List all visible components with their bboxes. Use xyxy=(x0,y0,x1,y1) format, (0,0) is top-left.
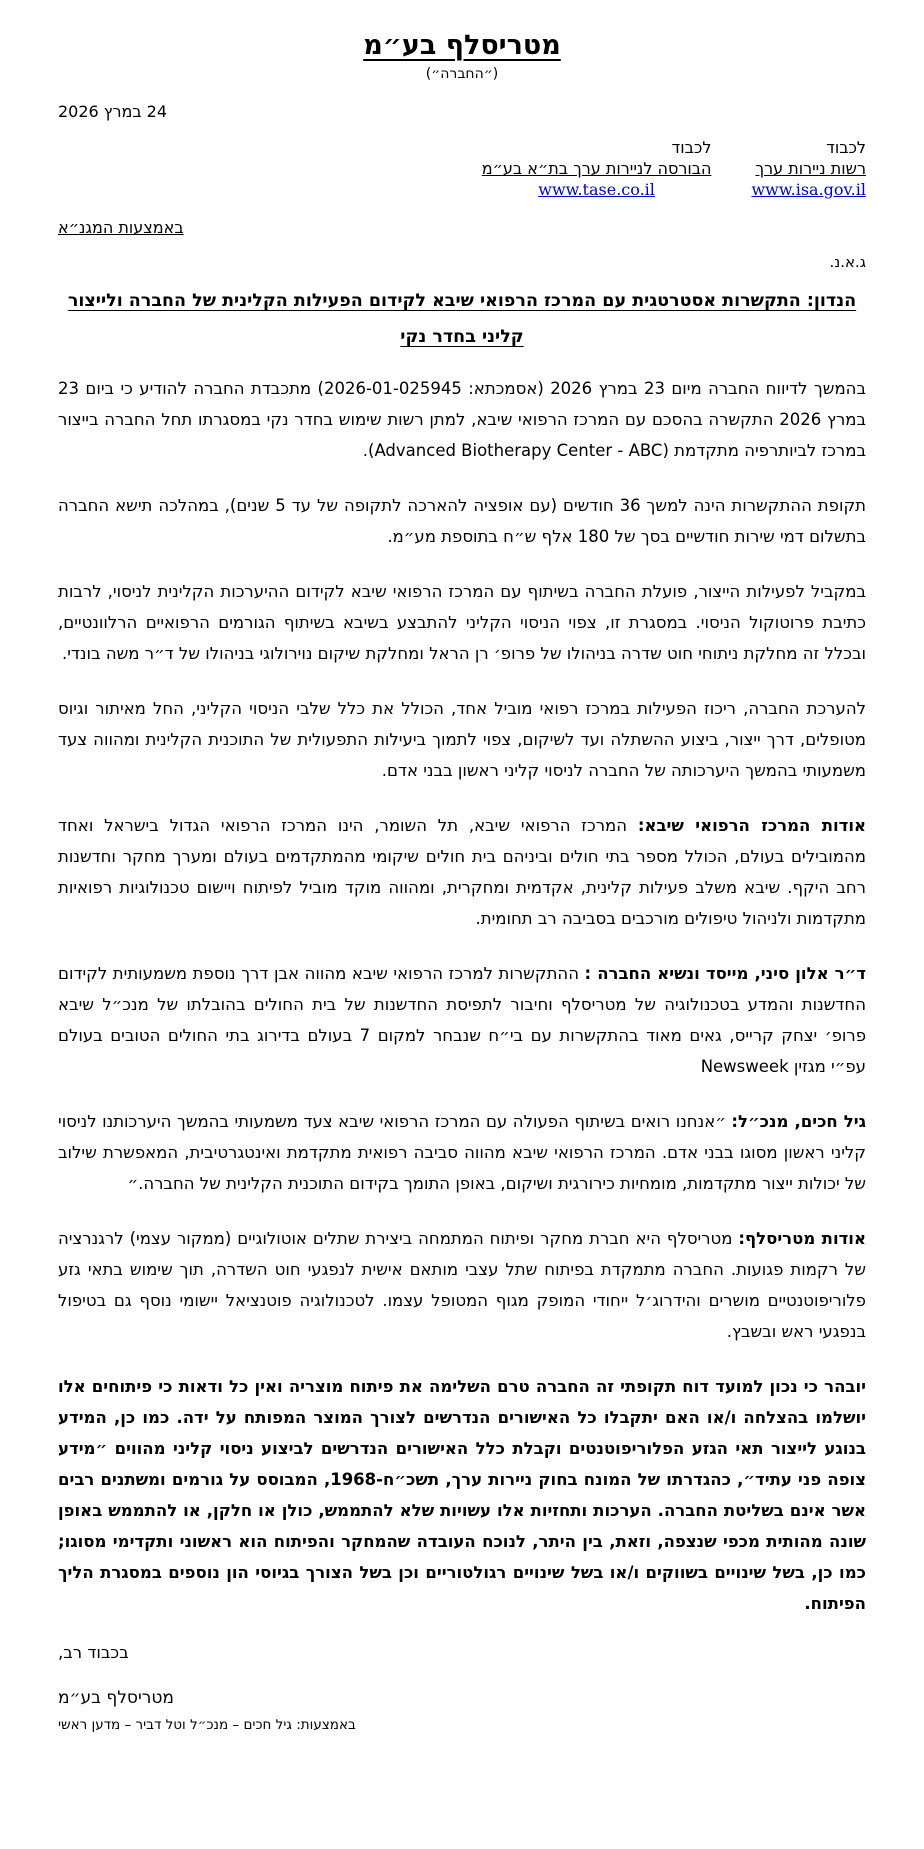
company-subtitle: (״החברה״) xyxy=(425,66,499,82)
recipient-tase xyxy=(482,137,712,200)
paragraph-clinical-preparation: במקביל לפעילות הייצור, פועלת החברה בשיתוף עם המרכז הרפואי שיבא לקידום ההיערכות הקלינית לניסוי, לרבות כתיבת פרוטוקול הניסוי. במסגרת זו, צפוי הניסוי הקליני להתבצע בשיבא בשיתוף הגורמים הרפואיים הרלוונטיים, ובכלל זה מחלקת ניתוחי חוט שדרה בניהולו של פרופ׳ רן הראל ומחלקת שיקום נוירולוגי בניהולו של ד״ר משה בונדי. xyxy=(58,582,866,663)
recipient-isa xyxy=(751,137,866,200)
recipient-name: רשות ניירות ערך xyxy=(755,159,866,178)
paragraph-ceo-quote xyxy=(58,1106,866,1199)
paragraph-forward-looking-disclaimer: יובהר כי נכון למועד דוח תקופתי זה החברה טרם השלימה את פיתוח מוצריה ואין כל ודאות כי פיתוחים אלו יושלמו בהצלחה ו/או האם יתקבלו כל האישורים הנדרשים לצורך המוצר המפותח על ידה. כמו כן, המידע בנוגע לייצור תאי הגזע הפלוריפוטנטים וקבלת כלל האישורים הנדרשים לביצוע ניסוי קליני מהווים ״מידע צופה פני עתיד״, כהגדרתו של המונח בחוק ניירות ערך, תשכ״ח-1968, המבוסס על גורמים ומשתנים רבים אשר אינם בשליטת החברה. הערכות ותחזיות אלו עשויות שלא להתממש, כולן או חלקן, או להתממש באופן שונה מהותית מכפי שנצפה, וזאת, בין היתר, לנוכח העובדה שהמחקר והפיתוח הוא ראשוני ותקדימי מסוגו; כמו כן, בשל שינויים בשווקים ו/או בשל שינויים רגולטוריים וכן בשל הצורך בגיוסי הון נוספים במסגרת הליך הפיתוח. xyxy=(58,1377,866,1613)
recipient-salutation: לכבוד xyxy=(826,138,866,157)
subject-heading xyxy=(58,291,866,347)
letter-date: 24 במרץ 2026 xyxy=(58,102,168,121)
president-quote-lead: ד״ר אלון סיני, מייסד ונשיא החברה : xyxy=(584,964,867,983)
paragraph-company-assessment: להערכת החברה, ריכוז הפעילות במרכז רפואי מוביל אחד, הכולל את כלל שלבי הניסוי הקליני, החל מאיתור וגיוס מטופלים, דרך ייצור, ביצוע ההשתלה ועד לשיקום, צפוי לתמוך ביעילות התפעולית של התוכנית הקלינית ומהווה צעד משמעותי בהמשך היערכותה של החברה לניסוי קליני ראשון בבני אדם. xyxy=(58,699,866,780)
about-matricelf-lead: אודות מטריסלף: xyxy=(738,1229,866,1248)
closing-company-name: מטריסלף בע״מ xyxy=(58,1688,174,1708)
paragraph-engagement-term: תקופת ההתקשרות הינה למשך 36 חודשים (עם אופציה להארכה לתקופה של עד 5 שנים), במהלכה תישא החברה בתשלום דמי שירות חודשיים בסך של 180 אלף ש״ח בתוספת מע״מ. xyxy=(58,496,866,546)
paragraph-president-quote xyxy=(58,958,866,1082)
ceo-quote-lead: גיל חכים, מנכ״ל: xyxy=(731,1112,866,1131)
about-sheba-lead: אודות המרכז הרפואי שיבא: xyxy=(637,816,867,835)
paragraph-about-matricelf xyxy=(58,1223,866,1347)
president-quote-text: ההתקשרות למרכז הרפואי שיבא מהווה אבן דרך נוספת משמעותית לקידום החדשנות והמדע בטכנולוגיה של מטריסלף וחיבור לתפיסת החדשנות של בית החולים בהובלתו של מנכ״ל שיבא פרופ׳ יצחק קרייס, גאים מאוד בהתקשרות עם בי״ח שנבחר למקום 7 בעולם בדירוג בתי החולים הטובים בעולם עפ״י מגזין Newsweek xyxy=(58,964,867,1076)
page-title: מטריסלף בע״מ xyxy=(363,30,561,61)
subject-line-2: קליני בחדר נקי xyxy=(400,327,524,347)
greeting: ג.א.נ. xyxy=(829,253,866,271)
recipient-name: הבורסה לניירות ערך בת״א בע״מ xyxy=(481,159,712,178)
paragraph-report-reference: בהמשך לדיווח החברה מיום 23 במרץ 2026 (אסמכתא: 2026-01-025945) מתכבדת החברה להודיע כי ביום 23 במרץ 2026 התקשרה בהסכם עם המרכז הרפואי שיבא, למתן רשות שימוש בחדר נקי במסגרתו תחל החברה בייצור במרכז לביותרפיה מתקדמת (Advanced Biotherapy Center - ABC). xyxy=(58,379,867,460)
subject-line-1: הנדון: התקשרות אסטרטגית עם המרכז הרפואי שיבא לקידום הפעילות הקלינית של החברה ולייצור xyxy=(67,291,857,311)
closing-signers: באמצעות: גיל חכים – מנכ״ל וטל דביר – מדען ראשי xyxy=(58,1717,356,1733)
recipient-salutation: לכבוד xyxy=(671,138,712,157)
paragraph-about-sheba xyxy=(58,810,866,934)
about-sheba-text: המרכז הרפואי שיבא, תל השומר, הינו המרכז הרפואי הגדול בישראל ואחד מהמובילים בעולם, הכולל מספר בתי חולים וביניהם בית חולים שיקומי מהמתקדמים בעולם ומערך מחקר וחדשנות רחב היקף. שיבא משלב פעילות קלינית, אקדמית ומחקרית, ומהווה מוקד מוביל לפיתוח ויישום טכנולוגיות רפואיות מתקדמות ולניהול טיפולים מורכבים בסביבה רב תחומית. xyxy=(58,816,866,928)
recipients-block xyxy=(58,137,866,200)
delivery-method: באמצעות המגנ״א xyxy=(58,218,184,237)
tase-link[interactable]: www.tase.co.il xyxy=(538,180,655,199)
ceo-quote-text: ״אנחנו רואים בשיתוף הפעולה עם המרכז הרפואי שיבא צעד משמעותי בהמשך היערכותנו לניסוי קליני ראשון מסוגו בבני אדם. המרכז הרפואי שיבא מהווה סביבה רפואית מתקדמת ואינטגרטיבית, המאפשרת שילוב של יכולות ייצור מתקדמות, מומחיות כירורגית ושיקום, באופן התומך בקידום התוכנית הקלינית של החברה.״ xyxy=(58,1112,866,1193)
isa-link[interactable]: www.isa.gov.il xyxy=(751,180,866,199)
about-matricelf-text: מטריסלף היא חברת מחקר ופיתוח המתמחה ביצירת שתלים אוטולוגיים (ממקור עצמי) לרגנרציה של רקמות פגועות. החברה מתמקדת בפיתוח שתל עצבי מותאם אישית לנפגעי חוט השדרה, תוך שימוש בתאי גזע פלוריפוטנטיים מושרים והידרוג׳ל ייחודי המופק מגוף המטופל עצמו. לטכנולוגיה פוטנציאל יישומי נוסף גם בטיפול בנפגעי ראש ובשבץ. xyxy=(58,1229,866,1341)
letter-body xyxy=(58,373,866,1619)
closing-regards: בכבוד רב, xyxy=(58,1643,129,1662)
